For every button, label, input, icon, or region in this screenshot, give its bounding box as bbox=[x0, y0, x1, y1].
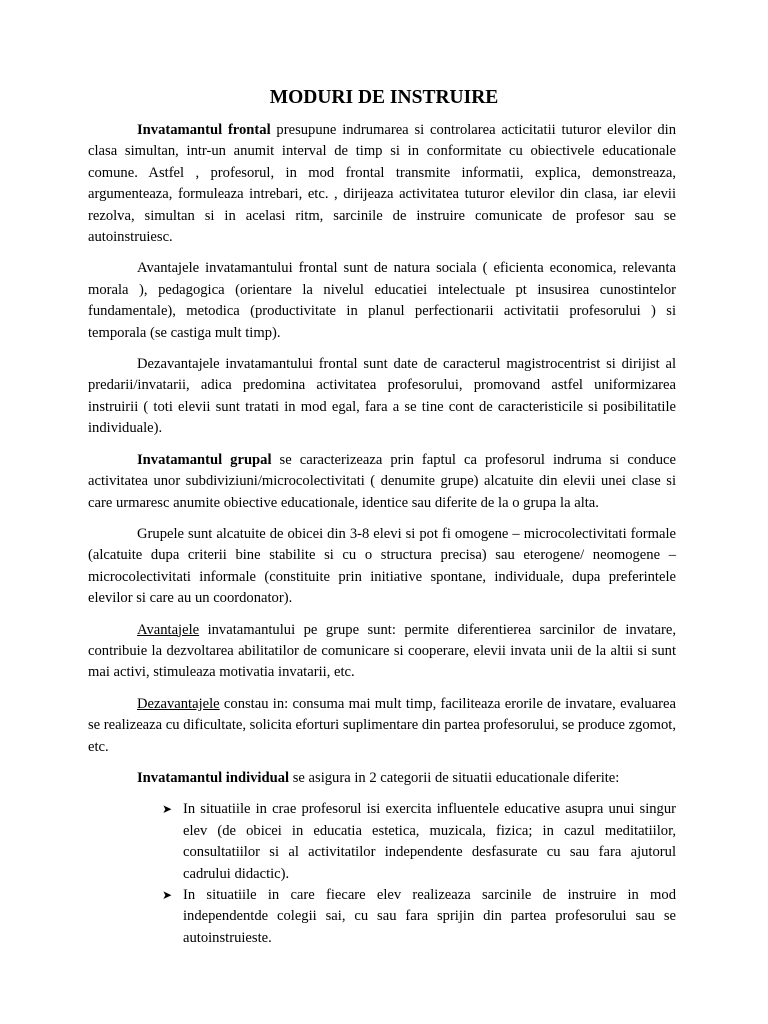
list-item bbox=[161, 799, 676, 885]
paragraph-avantaje-frontal bbox=[88, 258, 676, 344]
paragraph-avantaje-grupe bbox=[88, 620, 676, 684]
document-title: MODURI DE INSTRUIRE bbox=[269, 87, 499, 108]
paragraph-individual bbox=[88, 768, 676, 789]
list-item-text: In situatiile in crae profesorul isi exercita influentele educative asupra unui singur elev (de obicei in educatia estetica, muzicala, fizica; in cazul meditatiilor, consultatiilor si al activitatilor independente desfasurate cu sau fara ajutorul cadrului didactic). bbox=[183, 801, 676, 882]
list-item bbox=[161, 885, 676, 949]
paragraph-grupal bbox=[88, 450, 676, 514]
paragraph-text: se asigura in 2 categorii de situatii educationale diferite: bbox=[289, 769, 620, 786]
paragraph-text: Avantajele invatamantului frontal sunt de natura sociala ( eficienta economica, relevanta morala ), pedagogica (orientare la nivelul educatiei intelectuale pt insusirea cunostintelor fundamentale), metodica (productivitate in planul perfectionarii activitatii profesorului ) si temporala (se castiga mult timp). bbox=[88, 260, 676, 341]
paragraph-text: Grupele sunt alcatuite de obicei din 3-8 elevi si pot fi omogene – microcolectivitati formale (alcatuite dupa criterii bine stabilite si cu o structura precisa) sau eterogene/ neomogene – microcolectivitati informale (constituite prin initiative spontane, individuale, dupa preferintele elevilor si care au un coordonator). bbox=[88, 525, 676, 607]
paragraph-text: Dezavantajele invatamantului frontal sunt date de caracterul magistrocentrist si dirijist al predarii/invatarii, adica predomina activitatea profesorului, promovand astfel uniformizarea instruirii ( toti elevii sunt tratati in mod egal, fara a se tine cont de caracteristicile si posibilitatile individuale). bbox=[88, 356, 676, 437]
paragraph-text: invatamantului pe grupe sunt: permite diferentierea sarcinilor de invatare, contribuie la dezvoltarea abilitatilor de comunicare si cooperare, elevii invata unii de la altii si sunt mai activi, stimuleaza motivatia invatarii, etc. bbox=[88, 621, 676, 681]
situations-list bbox=[88, 799, 676, 949]
list-item-text: In situatiile in care fiecare elev realizeaza sarcinile de instruire in mod independentde colegii sai, cu sau fara sprijin din partea profesorului sau se autoinstruieste. bbox=[183, 887, 676, 946]
arrow-right-icon: ➤ bbox=[161, 888, 173, 902]
underlined-term-avantajele: Avantajele bbox=[137, 621, 200, 638]
paragraph-dezavantaje-grupe bbox=[88, 694, 676, 758]
term-invatamantul-grupal: Invatamantul grupal bbox=[137, 451, 272, 468]
term-invatamantul-frontal: Invatamantul frontal bbox=[137, 122, 271, 138]
paragraph-text: constau in: consuma mai mult timp, faciliteaza erorile de invatare, evaluarea se realizeaza cu dificultate, solicita eforturi suplimentare din partea profesorului, se produce zgomot, etc. bbox=[88, 695, 676, 755]
paragraph-grupe bbox=[88, 524, 676, 610]
term-invatamantul-individual: Invatamantul individual bbox=[137, 769, 290, 786]
paragraph-frontal bbox=[88, 120, 676, 248]
underlined-term-dezavantajele: Dezavantajele bbox=[137, 695, 220, 712]
paragraph-text: se caracterizeaza prin faptul ca profesorul indruma si conduce activitatea unor subdiviziuni/microcolectivitati ( denumite grupe) alcatuite din elevii unei clase si care urmaresc anumite obiective educationale, identice sau diferite de la o grupa la alta. bbox=[88, 451, 676, 511]
paragraph-dezavantaje-frontal bbox=[88, 354, 676, 440]
arrow-right-icon: ➤ bbox=[161, 802, 173, 817]
paragraph-text: presupune indrumarea si controlarea acticitatii tuturor elevilor din clasa simultan, intr-un anumit interval de timp si in conformitate cu obiectivele educationale comune. Astfel , profesorul, in mod frontal transmite informatii, explica, demonstreaza, argumenteaza, formuleaza intrebari, etc. , dirijeaza activitatea tuturor elevilor din clasa, iar elevii rezolva, simultan si in acelasi ritm, sarcinile de instruire comunicate de profesor sau se autoinstruiesc. bbox=[88, 122, 676, 246]
document-body bbox=[88, 120, 676, 949]
